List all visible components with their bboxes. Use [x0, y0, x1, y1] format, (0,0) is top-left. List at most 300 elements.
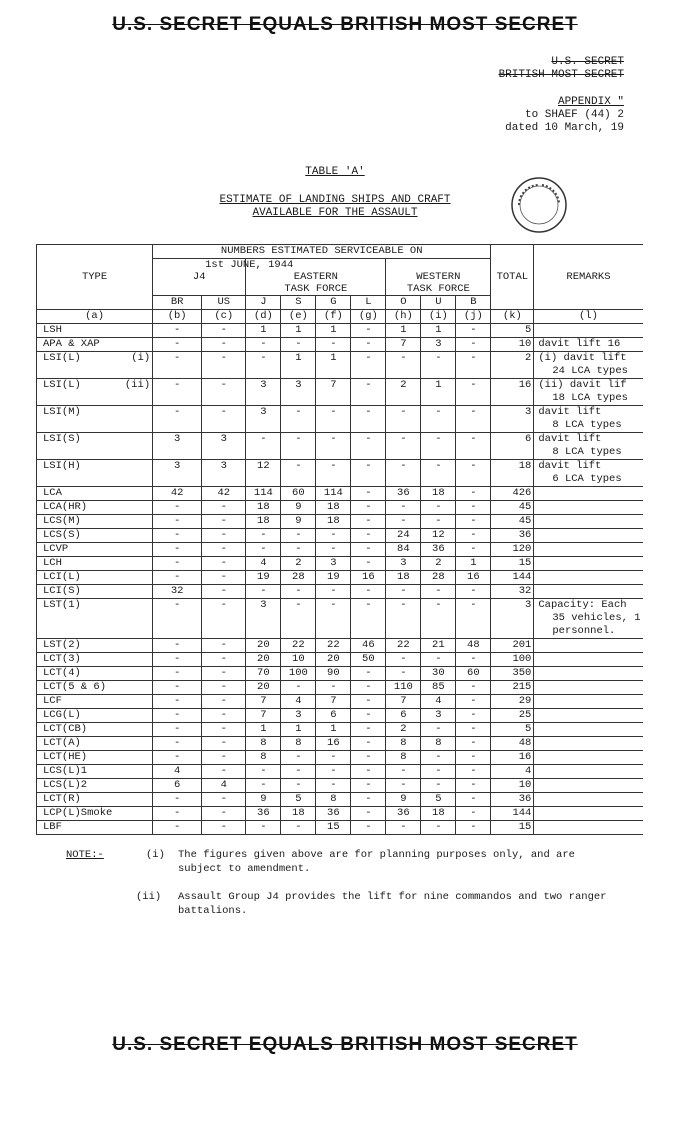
row-value: 3 [316, 557, 351, 571]
row-value: 4 [246, 557, 281, 571]
row-value: - [456, 821, 491, 835]
row-value: - [202, 501, 246, 515]
remarks-line: 8 LCA types [552, 446, 622, 458]
row-value: - [386, 406, 421, 433]
row-value: - [386, 585, 421, 599]
row-value: 60 [456, 667, 491, 681]
remarks-line: 24 LCA types [552, 365, 628, 377]
row-value: - [386, 599, 421, 639]
row-value: 5 [491, 723, 534, 737]
row-value: 16 [491, 379, 534, 406]
row-value: 7 [316, 695, 351, 709]
row-value: - [386, 352, 421, 379]
row-value: - [153, 639, 202, 653]
row-value: - [421, 751, 456, 765]
row-value: - [351, 433, 386, 460]
row-value: - [281, 821, 316, 835]
row-value: - [281, 585, 316, 599]
row-value: - [202, 571, 246, 585]
row-value: - [421, 406, 456, 433]
row-remarks [534, 737, 643, 751]
row-value: 36 [386, 807, 421, 821]
row-remarks [534, 667, 643, 681]
table-row [37, 723, 643, 737]
row-value: 2 [386, 379, 421, 406]
row-value: - [456, 765, 491, 779]
row-type: LCA [37, 487, 153, 501]
row-value: - [316, 779, 351, 793]
row-value: - [421, 723, 456, 737]
row-value: - [153, 667, 202, 681]
row-value: 1 [281, 723, 316, 737]
row-value: 85 [421, 681, 456, 695]
row-value: - [281, 338, 316, 352]
remarks-line: davit lift [538, 433, 602, 445]
row-value: - [351, 709, 386, 723]
row-value: 18 [421, 487, 456, 501]
row-type: LCVP [37, 543, 153, 557]
row-value: 144 [491, 807, 534, 821]
row-value: 5 [421, 793, 456, 807]
row-value: 4 [421, 695, 456, 709]
row-value: - [202, 543, 246, 557]
row-value: - [386, 460, 421, 487]
row-value: 1 [316, 352, 351, 379]
row-value: - [421, 765, 456, 779]
row-remarks [534, 406, 643, 433]
row-value: 9 [386, 793, 421, 807]
row-value: 2 [491, 352, 534, 379]
col-header-u: U [421, 296, 456, 310]
row-value: - [246, 529, 281, 543]
row-value: 3 [202, 460, 246, 487]
row-value: 18 [316, 501, 351, 515]
col-letter: (f) [316, 310, 351, 324]
row-value: 144 [491, 571, 534, 585]
row-value: - [351, 751, 386, 765]
row-value: 110 [386, 681, 421, 695]
table-row [37, 639, 643, 653]
row-value: - [202, 352, 246, 379]
row-value: - [281, 765, 316, 779]
col-letter: (l) [534, 310, 643, 324]
row-value: 3 [386, 557, 421, 571]
row-value: 90 [316, 667, 351, 681]
row-value: - [456, 807, 491, 821]
row-value: - [246, 779, 281, 793]
row-value: - [456, 338, 491, 352]
row-value: 18 [491, 460, 534, 487]
row-value: - [456, 751, 491, 765]
row-value: 16 [491, 751, 534, 765]
row-remarks [534, 751, 643, 765]
row-value: - [421, 501, 456, 515]
table-row [37, 585, 643, 599]
remarks-line: davit lift 16 [538, 338, 621, 350]
table-row [37, 379, 643, 406]
row-value: 32 [491, 585, 534, 599]
row-remarks [534, 501, 643, 515]
row-value: - [202, 821, 246, 835]
row-value: - [456, 515, 491, 529]
row-type: LSI(L) (i) [37, 352, 153, 379]
row-value: 8 [386, 751, 421, 765]
row-type: LCA(HR) [37, 501, 153, 515]
row-value: 25 [491, 709, 534, 723]
row-value: 7 [246, 709, 281, 723]
col-letter: (d) [246, 310, 281, 324]
row-value: 3 [246, 379, 281, 406]
row-value: - [351, 807, 386, 821]
row-value: - [153, 709, 202, 723]
row-type: LCS(L)1 [37, 765, 153, 779]
row-remarks [534, 338, 643, 352]
row-value: - [456, 460, 491, 487]
row-value: - [316, 585, 351, 599]
row-value: - [456, 681, 491, 695]
row-value: 4 [202, 779, 246, 793]
row-value: - [456, 585, 491, 599]
col-letter: (a) [37, 310, 153, 324]
row-value: 16 [316, 737, 351, 751]
row-value: 16 [456, 571, 491, 585]
row-value: 36 [246, 807, 281, 821]
col-header-type: TYPE [37, 245, 153, 310]
row-value: 6 [491, 433, 534, 460]
header-j4-label: J4 [192, 271, 206, 283]
row-value: 45 [491, 515, 534, 529]
row-value: 36 [316, 807, 351, 821]
row-value: 10 [281, 653, 316, 667]
row-value: - [316, 406, 351, 433]
row-value: 2 [386, 723, 421, 737]
row-value: 8 [386, 737, 421, 751]
row-value: - [153, 571, 202, 585]
table-row [37, 599, 643, 639]
row-value: 21 [421, 639, 456, 653]
row-value: - [202, 723, 246, 737]
table-row [37, 487, 643, 501]
row-value: 1 [281, 324, 316, 338]
row-value: 84 [386, 543, 421, 557]
appendix-reference: to SHAEF (44) 2 [524, 109, 624, 121]
row-value: 19 [316, 571, 351, 585]
row-type: LSH [37, 324, 153, 338]
header-numbers: NUMBERS ESTIMATED SERVICEABLE ON [153, 245, 491, 259]
row-value: 100 [491, 653, 534, 667]
row-value: 1 [421, 324, 456, 338]
row-remarks [534, 695, 643, 709]
row-value: 1 [316, 723, 351, 737]
row-remarks [534, 765, 643, 779]
row-value: - [153, 723, 202, 737]
row-value: 6 [153, 779, 202, 793]
row-value: 20 [316, 653, 351, 667]
row-value: - [421, 779, 456, 793]
row-value: - [246, 352, 281, 379]
row-type: LCS(S) [37, 529, 153, 543]
row-value: 9 [281, 515, 316, 529]
row-value: 3 [281, 709, 316, 723]
row-value: 4 [281, 695, 316, 709]
row-value: 3 [491, 406, 534, 433]
row-value: - [316, 765, 351, 779]
row-value: - [386, 779, 421, 793]
row-value: - [456, 406, 491, 433]
row-value: 4 [491, 765, 534, 779]
row-remarks [534, 379, 643, 406]
row-value: - [316, 529, 351, 543]
row-value: - [456, 543, 491, 557]
col-header-br: BR [153, 296, 202, 310]
row-type: LCT(HE) [37, 751, 153, 765]
row-value: 24 [386, 529, 421, 543]
row-value: - [153, 807, 202, 821]
row-type: LCH [37, 557, 153, 571]
row-value: 22 [281, 639, 316, 653]
row-remarks [534, 571, 643, 585]
col-header-b: B [456, 296, 491, 310]
row-value: 426 [491, 487, 534, 501]
row-value: - [202, 793, 246, 807]
row-remarks [534, 515, 643, 529]
row-value: 350 [491, 667, 534, 681]
row-value: 18 [421, 807, 456, 821]
remarks-line: personnel. [552, 625, 616, 637]
row-remarks [534, 557, 643, 571]
row-value: - [153, 379, 202, 406]
note-ii-label: (ii) [136, 891, 162, 903]
row-value: 215 [491, 681, 534, 695]
row-value: - [202, 599, 246, 639]
col-letter: (h) [386, 310, 421, 324]
row-value: 8 [246, 737, 281, 751]
table-row [37, 352, 643, 379]
row-value: - [281, 779, 316, 793]
row-value: 50 [351, 653, 386, 667]
row-value: - [316, 681, 351, 695]
row-value: - [351, 723, 386, 737]
remarks-line: Capacity: Each [538, 599, 627, 611]
row-value: - [153, 529, 202, 543]
row-type: LCT(4) [37, 667, 153, 681]
row-value: - [351, 324, 386, 338]
row-type: LST(2) [37, 639, 153, 653]
row-value: 9 [281, 501, 316, 515]
row-value: - [351, 338, 386, 352]
classification-banner-bottom: U.S. SECRET EQUALS BRITISH MOST SECRET [112, 1034, 578, 1055]
row-value: 36 [491, 793, 534, 807]
table-row [37, 515, 643, 529]
row-remarks [534, 487, 643, 501]
header-western-1: WESTERN [416, 271, 461, 283]
row-type: LCI(L) [37, 571, 153, 585]
table-row [37, 765, 643, 779]
row-value: - [456, 487, 491, 501]
table-row [37, 557, 643, 571]
table-row [37, 695, 643, 709]
row-value: 48 [456, 639, 491, 653]
classification-banner-top: U.S. SECRET EQUALS BRITISH MOST SECRET [112, 14, 578, 35]
row-value: 70 [246, 667, 281, 681]
row-value: 8 [246, 751, 281, 765]
note-i-label: (i) [146, 849, 165, 861]
row-value: - [153, 793, 202, 807]
header-date: 1st JUNE, 1944 [205, 259, 294, 271]
row-type: LCS(L)2 [37, 779, 153, 793]
row-value: 1 [386, 324, 421, 338]
classification-us: U.S. SECRET [551, 56, 624, 68]
row-value: - [351, 529, 386, 543]
table-row [37, 821, 643, 835]
appendix-label: APPENDIX " [557, 96, 624, 108]
row-value: - [351, 681, 386, 695]
row-value: 3 [153, 433, 202, 460]
row-value: - [316, 543, 351, 557]
col-header-g: G [316, 296, 351, 310]
table-row [37, 324, 643, 338]
col-letter: (j) [456, 310, 491, 324]
remarks-line: 8 LCA types [552, 419, 622, 431]
row-remarks [534, 529, 643, 543]
row-value: - [316, 338, 351, 352]
row-remarks [534, 779, 643, 793]
col-header-j: J [246, 296, 281, 310]
row-type: LCT(3) [37, 653, 153, 667]
table-row [37, 779, 643, 793]
table-title: TABLE 'A' [305, 166, 365, 178]
row-value: - [281, 751, 316, 765]
table-row [37, 543, 643, 557]
row-value: - [456, 433, 491, 460]
table-subtitle-2: AVAILABLE FOR THE ASSAULT [252, 207, 418, 219]
row-value: 36 [421, 543, 456, 557]
row-value: - [153, 557, 202, 571]
row-value: - [316, 599, 351, 639]
table-row [37, 709, 643, 723]
row-value: - [351, 501, 386, 515]
row-value: 5 [281, 793, 316, 807]
row-value: - [351, 379, 386, 406]
row-value: 15 [316, 821, 351, 835]
col-header-o: O [386, 296, 421, 310]
row-value: 60 [281, 487, 316, 501]
row-type: LSI(L) (ii) [37, 379, 153, 406]
row-value: 1 [246, 723, 281, 737]
row-value: - [351, 765, 386, 779]
header-western [386, 259, 491, 296]
row-value: - [202, 653, 246, 667]
row-value: - [456, 779, 491, 793]
table-row [37, 406, 643, 433]
row-value: 42 [153, 487, 202, 501]
row-value: - [421, 352, 456, 379]
row-value: 48 [491, 737, 534, 751]
row-remarks [534, 653, 643, 667]
row-value: 10 [491, 779, 534, 793]
row-value: 7 [246, 695, 281, 709]
table-row [37, 793, 643, 807]
row-value: - [202, 667, 246, 681]
row-value: - [202, 639, 246, 653]
row-remarks [534, 709, 643, 723]
row-value: - [351, 352, 386, 379]
row-value: 3 [202, 433, 246, 460]
col-header-total: TOTAL [491, 245, 534, 310]
row-value: 5 [491, 324, 534, 338]
row-value: - [202, 406, 246, 433]
row-value: 18 [316, 515, 351, 529]
row-remarks [534, 681, 643, 695]
row-value: 36 [386, 487, 421, 501]
row-value: - [386, 821, 421, 835]
row-value: - [316, 433, 351, 460]
header-eastern-2: TASK FORCE [284, 283, 348, 295]
row-value: 201 [491, 639, 534, 653]
row-remarks [534, 460, 643, 487]
row-type: APA & XAP [37, 338, 153, 352]
row-value: 3 [281, 379, 316, 406]
row-value: - [281, 543, 316, 557]
row-value: - [421, 460, 456, 487]
row-value: 1 [246, 324, 281, 338]
row-value: - [351, 460, 386, 487]
table-row [37, 529, 643, 543]
row-value: - [456, 352, 491, 379]
row-value: - [351, 695, 386, 709]
row-value: - [351, 793, 386, 807]
row-value: - [153, 695, 202, 709]
row-type: LBF [37, 821, 153, 835]
row-remarks [534, 821, 643, 835]
row-value: - [456, 501, 491, 515]
remarks-line: (i) davit lift [538, 352, 627, 364]
row-remarks [534, 807, 643, 821]
row-value: - [246, 338, 281, 352]
row-value: - [456, 737, 491, 751]
row-type: LCG(L) [37, 709, 153, 723]
col-letter: (e) [281, 310, 316, 324]
row-type: LCT(R) [37, 793, 153, 807]
row-value: 3 [246, 406, 281, 433]
remarks-line: 6 LCA types [552, 473, 622, 485]
row-value: 36 [491, 529, 534, 543]
row-value: - [202, 529, 246, 543]
remarks-line: 35 vehicles, 1 [552, 612, 641, 624]
row-value: - [153, 821, 202, 835]
row-value: 2 [281, 557, 316, 571]
row-value: 3 [421, 338, 456, 352]
row-value: 114 [246, 487, 281, 501]
row-value: - [351, 515, 386, 529]
row-value: 12 [246, 460, 281, 487]
row-value: 9 [246, 793, 281, 807]
row-value: 15 [491, 557, 534, 571]
row-value: - [202, 379, 246, 406]
row-value: - [421, 821, 456, 835]
row-remarks [534, 639, 643, 653]
row-value: - [386, 501, 421, 515]
row-value: 18 [386, 571, 421, 585]
row-value: - [386, 433, 421, 460]
row-value: - [153, 599, 202, 639]
row-value: - [202, 765, 246, 779]
row-type: LSI(S) [37, 433, 153, 460]
row-value: - [351, 737, 386, 751]
note-label: NOTE:- [66, 849, 104, 861]
col-header-us: US [202, 296, 246, 310]
row-value: - [386, 515, 421, 529]
